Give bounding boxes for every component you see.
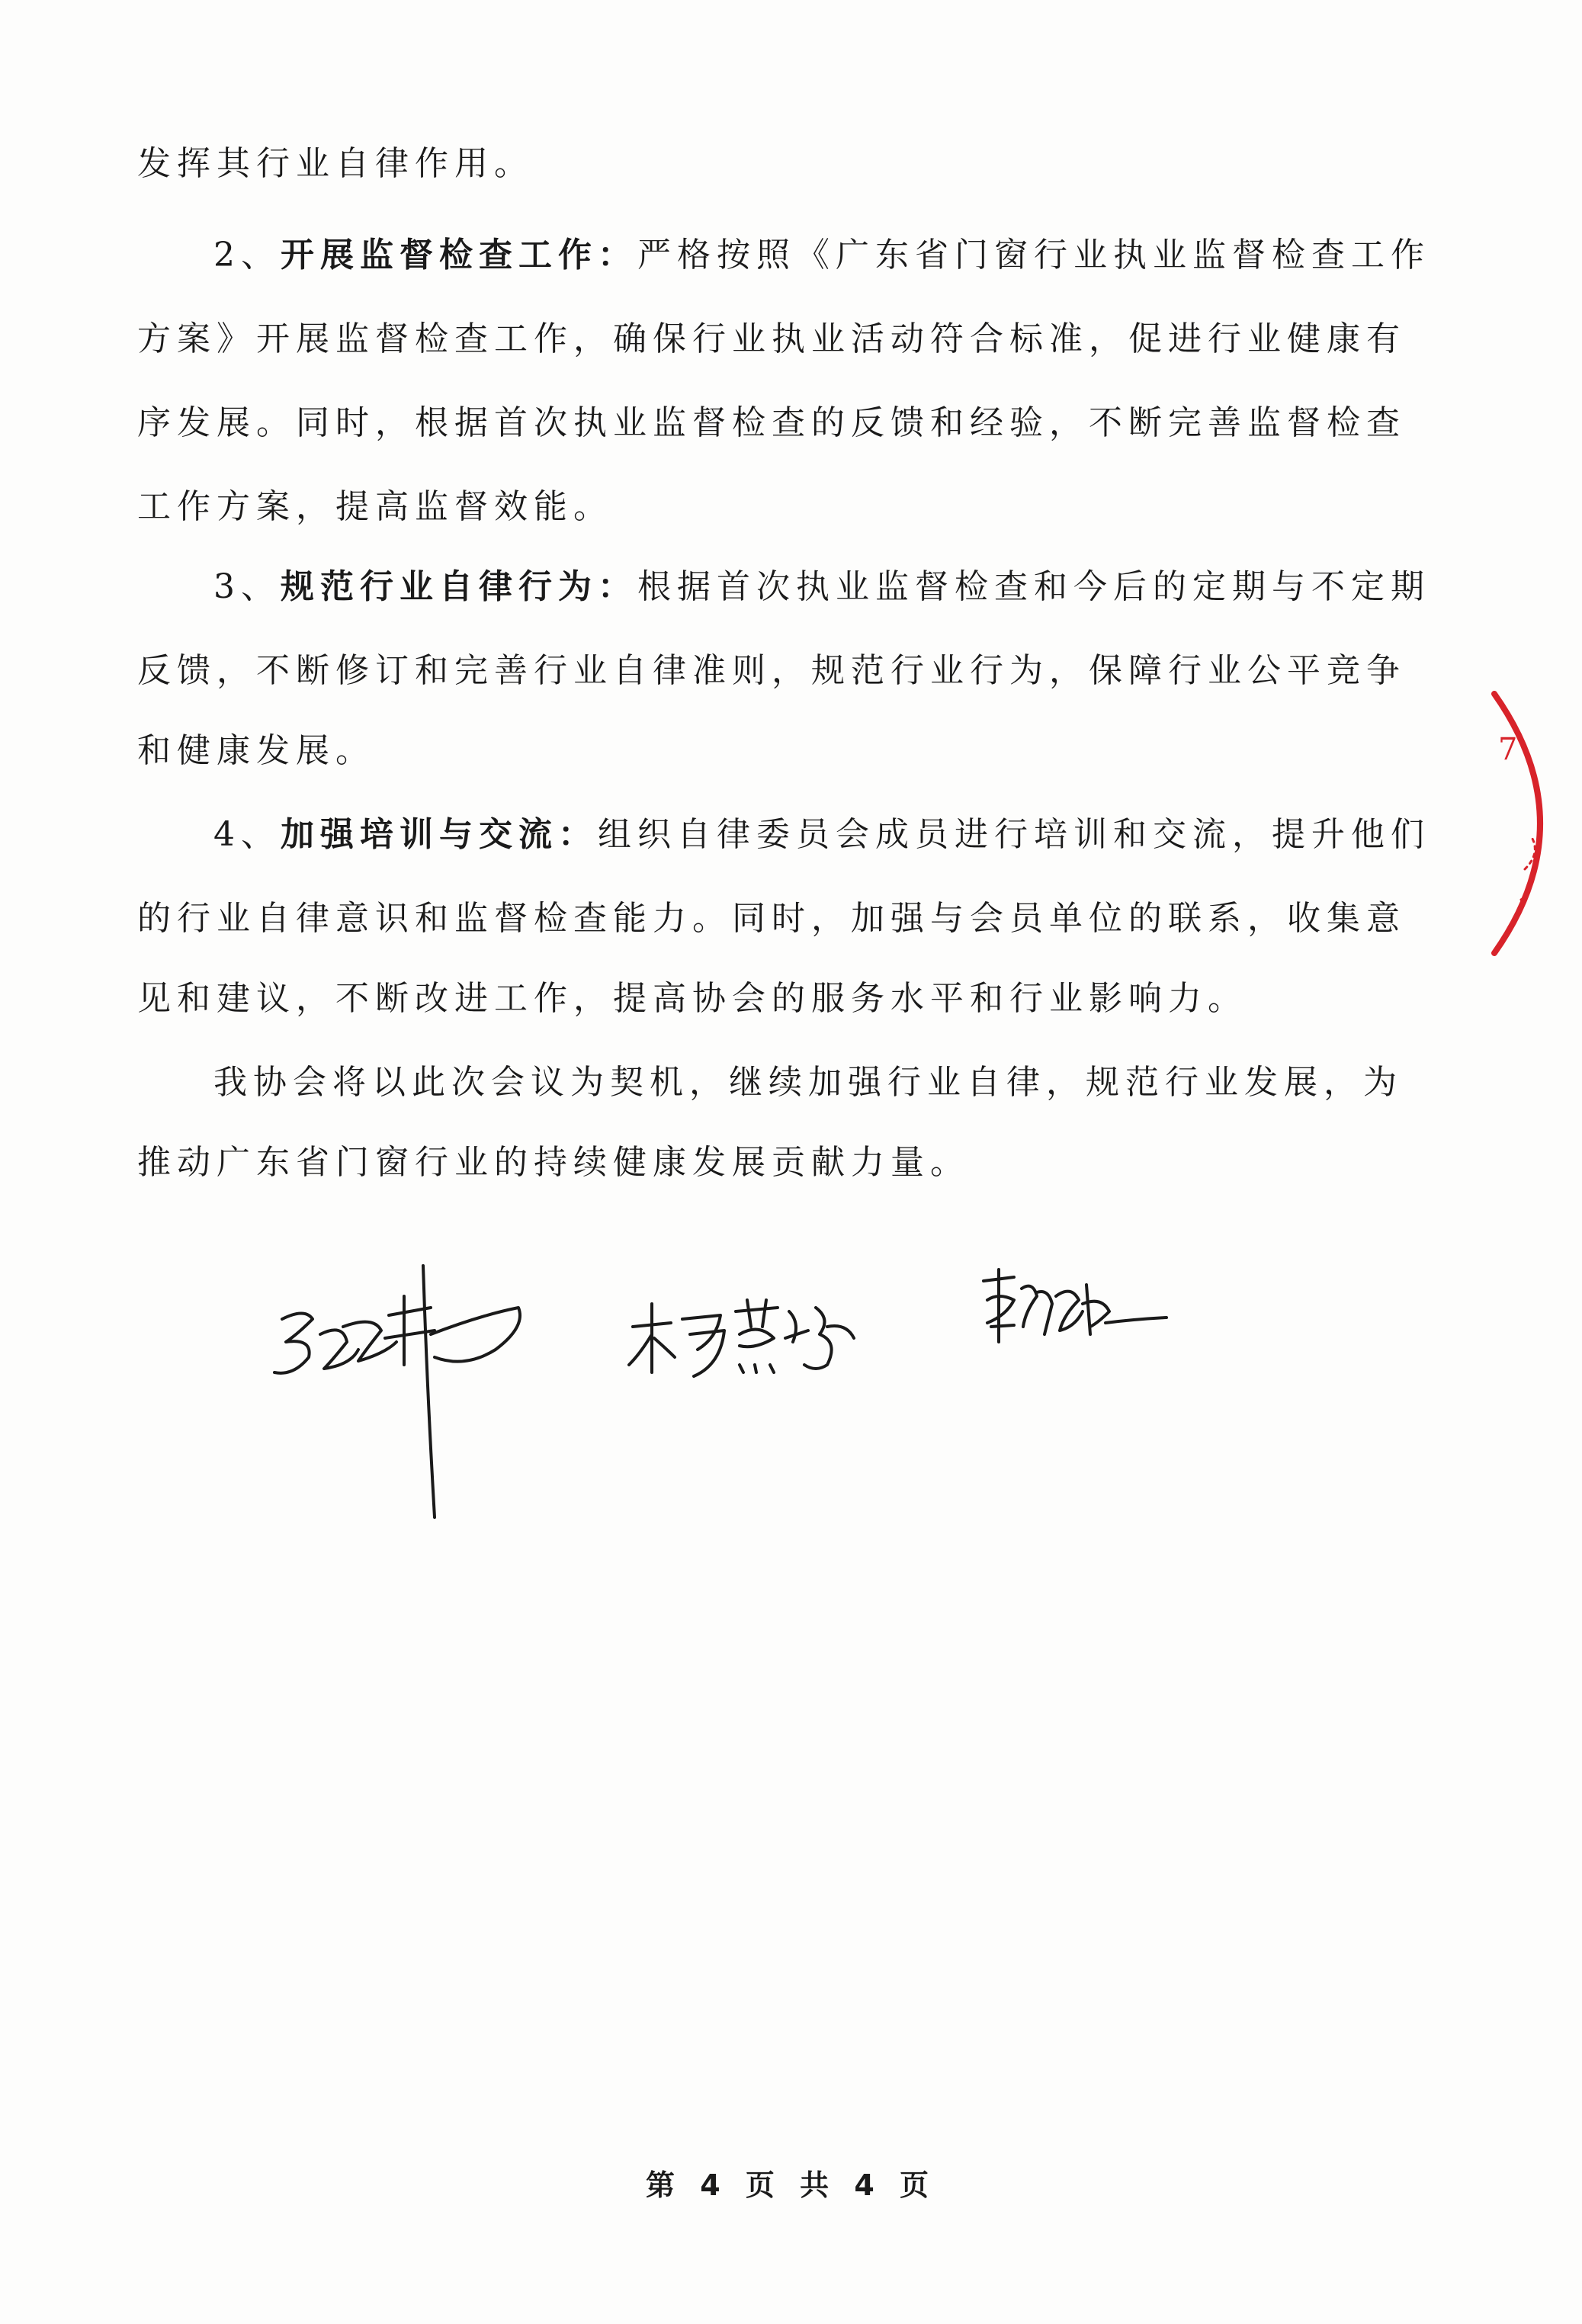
item-number: 4、	[213, 815, 281, 854]
item-heading: 加强培训与交流：	[281, 815, 598, 854]
item-text: 组织自律委员会成员进行培训和交流，提升他们	[598, 815, 1430, 854]
page-footer: 第 4 页 共 4 页	[645, 2168, 937, 2202]
line-text: 我协会将以此次会议为契机，继续加强行业自律，规范行业发展，为	[213, 1063, 1403, 1102]
line-text: 推动广东省门窗行业的持续健康发展贡献力量。	[137, 1143, 970, 1182]
red-seal-edge	[1449, 671, 1582, 976]
signature-1	[252, 1235, 541, 1525]
line-text: 方案》开展监督检查工作，确保行业执业活动符合标准，促进行业健康有	[137, 319, 1406, 358]
text-line-13	[137, 1136, 970, 1189]
text-line-5	[137, 480, 613, 534]
text-line-11	[137, 972, 1247, 1026]
line-text: 序发展。同时，根据首次执业监督检查的反馈和经验，不断完善监督检查	[137, 403, 1406, 442]
item-2-line	[213, 229, 1430, 282]
line-text: 见和建议，不断改进工作，提高协会的服务水平和行业影响力。	[137, 979, 1247, 1018]
item-heading: 规范行业自律行为：	[281, 567, 637, 606]
text-line-4	[137, 396, 1406, 450]
item-number: 2、	[213, 236, 281, 274]
text-line-7	[137, 644, 1406, 698]
item-3-line	[213, 560, 1430, 614]
text-line-8	[137, 724, 375, 778]
item-heading: 开展监督检查工作：	[281, 236, 637, 274]
item-text: 严格按照《广东省门窗行业执业监督检查工作	[637, 236, 1430, 274]
seal-character: 7	[1498, 732, 1518, 767]
text-line-12	[213, 1056, 1403, 1109]
item-4-line	[213, 808, 1430, 862]
text-line-1	[137, 137, 534, 191]
signature-2	[625, 1281, 869, 1403]
line-text: 和健康发展。	[137, 731, 375, 770]
item-number: 3、	[213, 567, 281, 606]
signature-3	[976, 1258, 1182, 1372]
line-text: 的行业自律意识和监督检查能力。同时，加强与会员单位的联系，收集意	[137, 899, 1406, 938]
item-text: 根据首次执业监督检查和今后的定期与不定期	[637, 567, 1430, 606]
text-line-3	[137, 313, 1406, 366]
line-text: 工作方案，提高监督效能。	[137, 487, 613, 526]
line-text: 发挥其行业自律作用。	[137, 144, 534, 183]
text-line-10	[137, 892, 1406, 945]
line-text: 反馈，不断修订和完善行业自律准则，规范行业行为，保障行业公平竞争	[137, 651, 1406, 690]
